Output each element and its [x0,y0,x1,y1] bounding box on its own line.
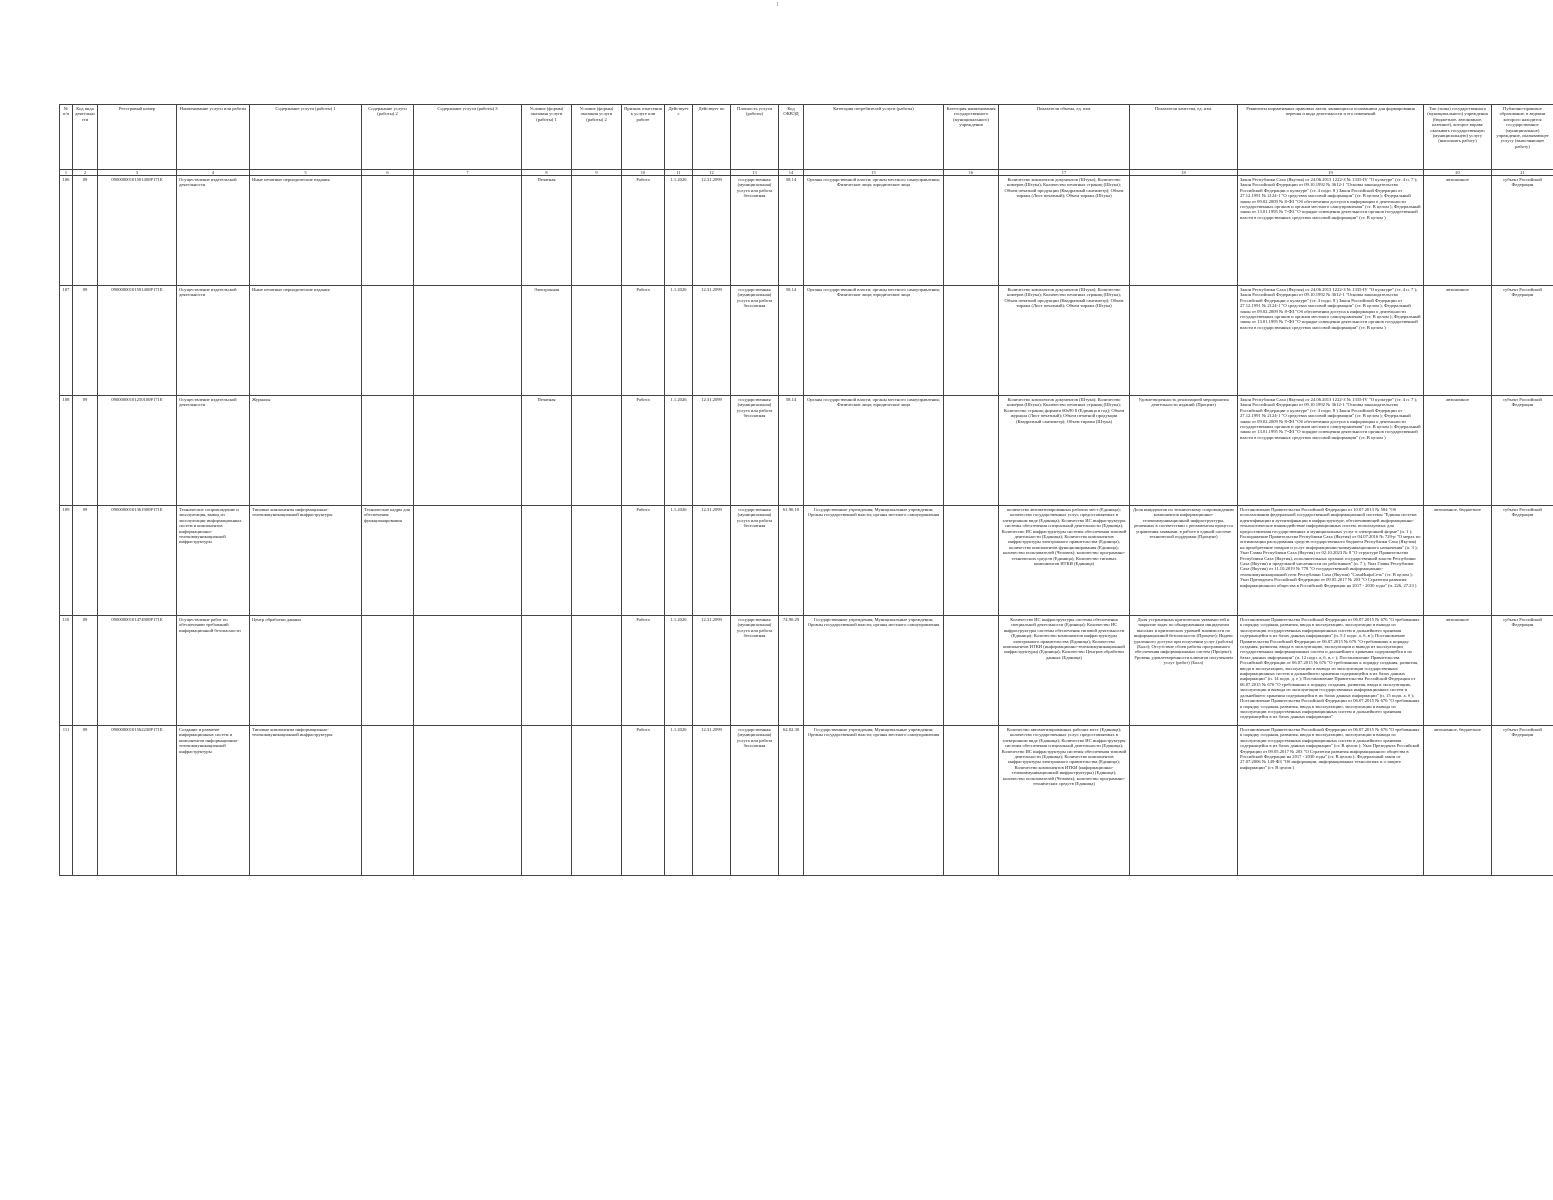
valid-from: 1.1.2026 [665,726,693,876]
row-number: 107 [60,286,73,396]
service-kind: Работа [622,286,665,396]
content-2 [362,396,414,506]
registry-number: 09000000101501400P171E [98,176,177,286]
legal-acts: Постановление Правительства Российской Федерации от 10.07.2013 № 584 "Об использовании федеральной государственной информационной системы "Единая система идентификации и аутентификации в инфраструктуре, обеспечивающей информационно-технологическое взаимодействие информационных систем, используемых для предоставления государственных и муниципальных услуг в электронной форме" (п. 1 ); Распоряжение Правительства Республики Саха (Якутия) от 04.07.2016 № 729-р "О мерах по оптимизации расходования средств государственного бюджета Республики Саха (Якутия) на приобретение товаров и услуг информационно-коммуникационного назначения" (п. 3 ); Указ Главы Республики Саха (Якутия) от 02.10.2023 № 8 "О структуре Правительства Республики Саха (Якутия), исполнительных органов государственной власти Республики Саха (Якутия) и предельной численности их работников" (п. 7 ); Указ Главы Республики Саха (Якутия) от 11.10.2019 № 778 "О государственной информационно-телекоммуникационной сети Республики Саха (Якутия) "СахаИнфоСеть" (ст. В целом ); Указ Президента Российской Федерации от 09.05.2017 № 203 "О Стратегии развития информационного общества в Российской Федерации на 2017 - 2030 годы" (п. 226, 27.23 ) [1238,506,1424,616]
valid-from: 1.1.2026 [665,286,693,396]
column-number: 15 [804,170,944,176]
column-header: Категория наименования государственного (муниципального) учреждения [944,105,999,170]
quality-indicators: Доля устраненных критических уязвимостей и закрытие задач по обнаруженным инцидентам высоких и критических уровней значимости по информационной безопасности (Процент); Индекс удаленного доступа при получении услуг (работы) (Балл); Отсутствие сбоев работы программного обеспечения информационных систем (Процент); Уровень удовлетворенности клиентов получением услуг (работ) (Балл) [1130,616,1238,726]
services-register-table [59,104,1553,876]
column-number: 2 [73,170,98,176]
service-kind: Работа [622,176,665,286]
service-kind: Работа [622,396,665,506]
valid-to: 12.31.2099 [693,616,731,726]
service-name: Техническое сопровождение и эксплуатация, вывод из эксплуатации информационных систем и компонентов информационно-телекоммуникационной инфраструктуры [177,506,250,616]
registry-number: 09000000101501400P171E [98,286,177,396]
condition-1: Печатная [522,396,572,506]
registry-number: 09000000101474900P171E [98,616,177,726]
column-header: Условие (формы) оказания услуги (работы) 1 [522,105,572,170]
column-number: 8 [522,170,572,176]
condition-1 [522,616,572,726]
table-row [60,726,1553,876]
column-header: Платность услуги (работы) [731,105,779,170]
condition-2 [572,506,622,616]
content-1: Иные печатные периодические издания [250,176,362,286]
legal-acts: Постановление Правительства Российской Федерации от 06.07.2015 № 676 "О требованиях к порядку создания, развития, ввода в эксплуатацию, эксплуатации и вывода из эксплуатации государственных информационных систем и дальнейшего хранения содержащейся в их базах данных информации" (п. 5.1 подп. а, б, в ); Постановление Правительства Российской Федерации от 06.07.2015 № 676 "О требованиях к порядку создания, развития, ввода в эксплуатацию, эксплуатации и вывода из эксплуатации государственных информационных систем и дальнейшего хранения содержащейся в их базах данных информации" (п. 12 подп. а, б, в, г ); Постановление Правительства Российской Федерации от 06.07.2015 № 676 "О требованиях к порядку создания, развития, ввода в эксплуатацию, эксплуатации и вывода из эксплуатации государственных информационных систем и дальнейшего хранения содержащейся в их базах данных информации" (п. 14 подп. д, е ); Постановление Правительства Российской Федерации от 06.07.2015 № 676 "О требованиях к порядку создания, развития, ввода в эксплуатацию, эксплуатации и вывода из эксплуатации государственных информационных систем и дальнейшего хранения содержащейся в их базах данных информации" (п. 15 подп. а, б ); Постановление Правительства Российской Федерации от 06.07.2015 № 676 "О требованиях к порядку создания, развития, ввода в эксплуатацию, эксплуатации и вывода из эксплуатации государственных информационных систем и дальнейшего хранения содержащейся в их базах данных информации" [1238,616,1424,726]
consumer-category: Органы государственной власти; органы местного самоуправления; Физические лица; юридические лица [804,176,944,286]
table-row [60,616,1553,726]
public-entity: субъект Российской Федерации [1492,286,1553,396]
okved-code: 58.14 [779,176,804,286]
column-number: 13 [731,170,779,176]
row-number: 106 [60,176,73,286]
column-number: 20 [1424,170,1492,176]
table-row [60,286,1553,396]
column-number: 18 [1130,170,1238,176]
service-kind: Работа [622,506,665,616]
column-header: Реестровый номер [98,105,177,170]
table-row [60,396,1553,506]
institution-type: автономное [1424,616,1492,726]
column-number: 3 [98,170,177,176]
column-number: 1 [60,170,73,176]
valid-to: 12.31.2099 [693,286,731,396]
institution-category [944,396,999,506]
quality-indicators [1130,726,1238,876]
column-header: Реквизиты нормативных правовых актов, являющихся основанием для формирования перечня и вида деятельности и его изменений [1238,105,1424,170]
volume-indicators: Количество автоматизированных рабочих мест (Единица); количество государственных услуг, предоставляемых в электронном виде (Единица); Количество ИС инфраструктуры системы обеспечения специальной деятельности (Единица); Количество ИС инфраструктуры системы обеспечения типовой деятельности (Единица); Количество компонентов инфраструктуры электронного правительства (Единица); Количество компонентов ИТКИ (информационно-телекоммуникационной инфраструктуры) (Единица); количество пользователей (Человек); количество программно-технических средств (Единица) [999,726,1130,876]
service-name: Осуществление издательской деятельности [177,286,250,396]
valid-to: 12.31.2099 [693,726,731,876]
condition-2 [572,726,622,876]
institution-category [944,506,999,616]
okved-code: 58.14 [779,286,804,396]
institution-type: автономное, бюджетное [1424,726,1492,876]
column-number: 6 [362,170,414,176]
table-row [60,176,1553,286]
content-3 [414,396,522,506]
consumer-category: Органы государственной власти; органы местного самоуправления; Физические лица; юридические лица [804,286,944,396]
row-number: 110 [60,616,73,726]
okved-code: 61.90.10 [779,506,804,616]
column-header: Признак отнесения к услуге или работе [622,105,665,170]
valid-from: 1.1.2026 [665,396,693,506]
column-header: Наименование услуги или работы [177,105,250,170]
consumer-category: Государственные учреждения; Муниципальные учреждения; Органы государственной власти; органы местного самоуправления [804,726,944,876]
header-row [60,105,1553,170]
legal-acts: Закон Республики Саха (Якутия) от 24.06.2013 1222-З № 1335-IV "О культуре" (ст. 4 п. 7 ); Закон Российской Федерации от 09.10.1992 № 3612-1 "Основы законодательства Российской Федерации о культуре" (ст. 4 подп. 8 ) Закон Российской Федерации от 27.12.1991 № 2124-1 "О средствах массовой информации" (ст. В целом ); Федеральный закон от 09.02.2009 № 8-ФЗ "Об обеспечении доступа к информации о деятельности государственных органов и органов местного самоуправления" (ст. В целом ); Федеральный закон от 13.01.1995 № 7-ФЗ "О порядке освещения деятельности органов государственной власти в государственных средствах массовой информации" (ст. В целом ) [1238,176,1424,286]
service-name: Осуществление издательской деятельности [177,176,250,286]
content-3 [414,726,522,876]
quality-indicators [1130,286,1238,396]
column-header: Действует с [665,105,693,170]
volume-indicators: Количество комплектов документов (Штука); Количество номеров (Штука); Количество печатных страниц (Штука); Объем печатной продукции (Квадратный сантиметр); Объем тиража (Лист печатный); Объем тиража (Штука) [999,176,1130,286]
payment-type: государственная (муниципальная) услуга или работа бесплатная [731,616,779,726]
content-3 [414,506,522,616]
registry-number: 09000000101562230P171E [98,726,177,876]
column-number: 17 [999,170,1130,176]
content-1: Центр обработки данных [250,616,362,726]
public-entity: субъект Российской Федерации [1492,616,1553,726]
valid-to: 12.31.2099 [693,506,731,616]
consumer-category: Органы государственной власти; органы местного самоуправления; Физические лица; юридические лица [804,396,944,506]
column-header: Категория потребителей услуги (работы) [804,105,944,170]
institution-category [944,286,999,396]
condition-2 [572,286,622,396]
column-number: 12 [693,170,731,176]
content-2 [362,726,414,876]
column-header: Код вида деятельности [73,105,98,170]
column-header: Показатели качества, ед. изм. [1130,105,1238,170]
activity-code: 09 [73,286,98,396]
quality-indicators [1130,176,1238,286]
activity-code: 09 [73,396,98,506]
institution-type: автономное [1424,396,1492,506]
column-number: 21 [1492,170,1553,176]
content-2: Технические кадры для обеспечения функционирования [362,506,414,616]
service-name: Осуществление работ по обеспечению требований информационной безопасности [177,616,250,726]
quality-indicators: Удовлетворенность реализацией мероприятия деятельности изданий (Процент) [1130,396,1238,506]
column-number: 14 [779,170,804,176]
institution-type: автономное, бюджетное [1424,506,1492,616]
public-entity: субъект Российской Федерации [1492,396,1553,506]
service-kind: Работа [622,726,665,876]
activity-code: 09 [73,506,98,616]
column-number: 11 [665,170,693,176]
institution-category [944,616,999,726]
volume-indicators: Количество комплектов документов (Штука); Количество номеров (Штука); Количество печатных страниц (Штука); Количество страниц формата 60х90 8 (Единица в год); Объем журнала (Лист печатный); Объем печатной продукции (Квадратный сантиметр); Объем тиража (Штука) [999,396,1130,506]
column-number: 4 [177,170,250,176]
content-1: Иные печатные периодические издания [250,286,362,396]
column-header: Код ОКВЭД [779,105,804,170]
page-marker: 1 [776,2,779,8]
column-header: № п/п [60,105,73,170]
column-header: Содержание услуги (работы) 3 [414,105,522,170]
volume-indicators: Количество ИС инфраструктуры системы обеспечения специальной деятельности (Единица); Количество ИС инфраструктуры системы обеспечения типовой деятельности (Единица); Количество компонентов инфраструктуры электронного правительства (Единица); Количество компонентов ИТКИ (информационно-телекоммуникационной инфраструктуры) (Единица); Количество Центров обработки данных (Единица) [999,616,1130,726]
content-2 [362,616,414,726]
valid-from: 1.1.2026 [665,506,693,616]
column-number: 10 [622,170,665,176]
column-header: Содержание услуги (работы) 1 [250,105,362,170]
activity-code: 09 [73,176,98,286]
condition-2 [572,616,622,726]
condition-2 [572,396,622,506]
registry-number: 09000000101361900P171E [98,506,177,616]
payment-type: государственная (муниципальная) услуга или работа бесплатная [731,176,779,286]
okved-code: 74.90.29 [779,616,804,726]
column-number: 7 [414,170,522,176]
row-number: 111 [60,726,73,876]
service-name: Создание и развитие информационных систем и компонентов информационно-телекоммуникационной инфраструктуры [177,726,250,876]
content-3 [414,616,522,726]
activity-code: 09 [73,726,98,876]
condition-1: Печатная [522,176,572,286]
condition-1: Электронная [522,286,572,396]
column-header: Публично-правовое образование, в ведении которого находится государственное (муниципальное) учреждение, оказывающее услугу (выполняющее работу) [1492,105,1553,170]
valid-to: 12.31.2099 [693,396,731,506]
payment-type: государственная (муниципальная) услуга или работа бесплатная [731,396,779,506]
table-row [60,506,1553,616]
valid-to: 12.31.2099 [693,176,731,286]
column-header: Действует по [693,105,731,170]
condition-2 [572,176,622,286]
content-1: Типовые компоненты информационно-телекоммуникационной инфраструктуры [250,506,362,616]
payment-type: государственная (муниципальная) услуга или работа бесплатная [731,506,779,616]
content-2 [362,286,414,396]
institution-type: автономное [1424,176,1492,286]
public-entity: субъект Российской Федерации [1492,506,1553,616]
institution-type: автономное [1424,286,1492,396]
okved-code: 62.02.30 [779,726,804,876]
consumer-category: Государственные учреждения; Муниципальные учреждения; Органы государственной власти; органы местного самоуправления [804,616,944,726]
column-header: Условие (формы) оказания услуги (работы) 2 [572,105,622,170]
institution-category [944,176,999,286]
institution-category [944,726,999,876]
content-2 [362,176,414,286]
row-number: 108 [60,396,73,506]
payment-type: государственная (муниципальная) услуга или работа бесплатная [731,726,779,876]
condition-1 [522,506,572,616]
legal-acts: Закон Республики Саха (Якутия) от 24.06.2013 1222-З № 1335-IV "О культуре" (ст. 4 п. 7 ); Закон Российской Федерации от 09.10.1992 № 3612-1 "Основы законодательства Российской Федерации о культуре" (ст. 4 подп. 8 ) Закон Российской Федерации от 27.12.1991 № 2124-1 "О средствах массовой информации" (ст. В целом ); Федеральный закон от 09.02.2009 № 8-ФЗ "Об обеспечении доступа к информации о деятельности государственных органов и органов местного самоуправления" (ст. В целом ); Федеральный закон от 13.01.1995 № 7-ФЗ "О порядке освещения деятельности органов государственной власти в государственных средствах массовой информации" (ст. В целом ) [1238,286,1424,396]
valid-from: 1.1.2026 [665,616,693,726]
legal-acts: Закон Республики Саха (Якутия) от 24.06.2013 1222-З № 1335-IV "О культуре" (ст. 4 п. 7 ); Закон Российской Федерации от 09.10.1992 № 3612-1 "Основы законодательства Российской Федерации о культуре" (ст. 4 подп. 8 ) Закон Российской Федерации от 27.12.1991 № 2124-1 "О средствах массовой информации" (ст. В целом ); Федеральный закон от 09.02.2009 № 8-ФЗ "Об обеспечении доступа к информации о деятельности государственных органов и органов местного самоуправления" (ст. В целом ); Федеральный закон от 13.01.1995 № 7-ФЗ "О порядке освещения деятельности органов государственной власти в государственных средствах массовой информации" (ст. В целом ) [1238,396,1424,506]
consumer-category: Государственные учреждения; Муниципальные учреждения; Органы государственной власти; органы местного самоуправления [804,506,944,616]
column-header: Содержание услуги (работы) 2 [362,105,414,170]
registry-number: 09000000101250100P171E [98,396,177,506]
service-kind: Работа [622,616,665,726]
content-3 [414,176,522,286]
public-entity: субъект Российской Федерации [1492,176,1553,286]
service-name: Осуществление издательской деятельности [177,396,250,506]
public-entity: субъект Российской Федерации [1492,726,1553,876]
activity-code: 09 [73,616,98,726]
column-number: 16 [944,170,999,176]
column-number: 9 [572,170,622,176]
valid-from: 1.1.2026 [665,176,693,286]
column-header: Тип (типы) государственного (муниципального) учреждения (бюджетное, автономное, казенное), которое вправе оказывать государственную (муниципальную) услугу (выполнять работу) [1424,105,1492,170]
okved-code: 58.14 [779,396,804,506]
column-number: 19 [1238,170,1424,176]
content-3 [414,286,522,396]
volume-indicators: Количество комплектов документов (Штука); Количество номеров (Штука); Количество печатных страниц (Штука); Объем печатной продукции (Квадратный сантиметр); Объем тиража (Лист печатный); Объем тиража (Штука) [999,286,1130,396]
quality-indicators: Доля инцидентов по техническому сопровождению компонентов информационно-телекоммуникационной инфраструктуры, решенных в соответствии с регламентом процесса управления заявками, в работе в единой системе технической поддержки (Процент) [1130,506,1238,616]
legal-acts: Постановление Правительства Российской Федерации от 06.07.2015 № 676 "О требованиях к порядку создания, развития, ввода в эксплуатацию, эксплуатации и вывода из эксплуатации государственных информационных систем и дальнейшего хранения содержащейся в их базах данных информации" (ст. В целом ); Указ Президента Российской Федерации от 09.05.2017 № 203 "О Стратегии развития информационного общества в Российской Федерации на 2017 - 2030 годы" (ст. В целом ); Федеральный закон от 27.07.2006 № 149-ФЗ "Об информации, информационных технологиях и о защите информации" (ст. В целом ) [1238,726,1424,876]
volume-indicators: количество автоматизированных рабочих мест (Единица); количество государственных услуг, предоставляемых в электронном виде (Единица); Количество ИС инфраструктуры системы обеспечения специальной деятельности (Единица); Количество ИС инфраструктуры системы обеспечения типовой деятельности (Единица); Количество компонентов инфраструктуры электронного правительства (Единица); количество компонентов функционирования (Единица); количество пользователей (Человек); количество программно-технических средств (Единица); Количество типовых компонентов ИТКИ (Единица) [999,506,1130,616]
row-number: 109 [60,506,73,616]
condition-1 [522,726,572,876]
column-number: 5 [250,170,362,176]
content-1: Типовые компоненты информационно-телекоммуникационной инфраструктуры [250,726,362,876]
payment-type: государственная (муниципальная) услуга или работа бесплатная [731,286,779,396]
content-1: Журналы [250,396,362,506]
column-header: Показатели объема, ед. изм. [999,105,1130,170]
